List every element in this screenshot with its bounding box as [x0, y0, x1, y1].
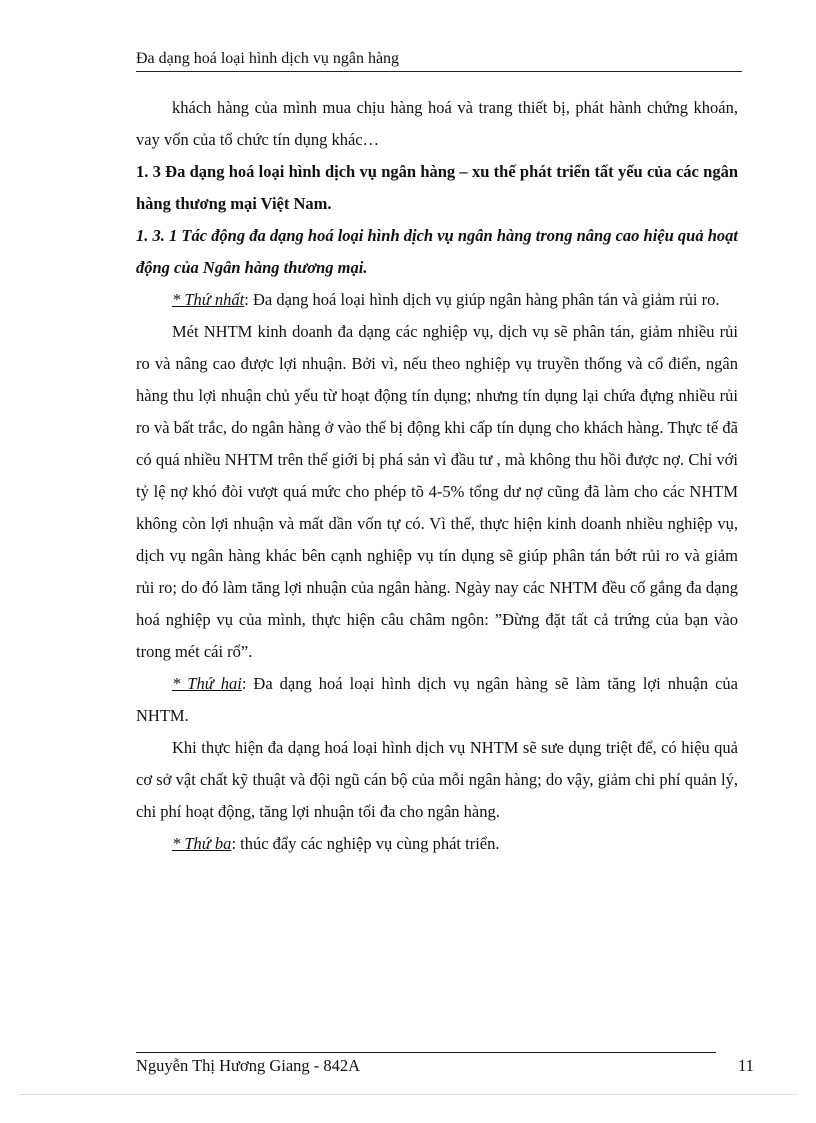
page-edge-divider — [20, 1094, 796, 1095]
footer-divider — [136, 1052, 716, 1053]
point-first-text: : Đa dạng hoá loại hình dịch vụ giúp ngân hàng phân tán và giảm rủi ro. — [244, 290, 720, 309]
point-third — [136, 828, 738, 860]
point-third-text: : thúc đẩy các nghiệp vụ cùng phát triển. — [231, 834, 500, 853]
point-second-text: : Đa dạng hoá loại hình dịch vụ ngân hàng sẽ làm tăng lợi nhuận của NHTM. — [136, 674, 738, 725]
page-header-title: Đa dạng hoá loại hình dịch vụ ngân hàng — [136, 47, 742, 72]
point-second — [136, 668, 738, 732]
paragraph-continuation: khách hàng của mình mua chịu hàng hoá và trang thiết bị, phát hành chứng khoán, vay vốn của tổ chức tín dụng khác… — [136, 98, 738, 149]
subsection-heading: 1. 3. 1 Tác động đa dạng hoá loại hình dịch vụ ngân hàng trong nâng cao hiệu quả hoạt động của Ngân hàng thương mại. — [136, 226, 738, 277]
document-body — [136, 92, 738, 860]
section-heading: 1. 3 Đa dạng hoá loại hình dịch vụ ngân hàng – xu thế phát triển tất yếu của các ngân hàng thương mại Việt Nam. — [136, 162, 738, 213]
page-number: 11 — [738, 1056, 754, 1075]
point-first — [136, 284, 738, 316]
paragraph-risk: Mét NHTM kinh doanh đa dạng các nghiệp vụ, dịch vụ sẽ phân tán, giảm nhiều rủi ro và nâng cao được lợi nhuận. Bởi vì, nếu theo nghiệp vụ truyền thống và cổ điển, ngân hàng thu lợi nhuận chủ yếu từ hoạt động tín dụng; nhưng tín dụng lại chứa đựng nhiều rủi ro và bất trắc, do ngân hàng ở vào thế bị động khi cấp tín dụng cho khách hàng. Thực tế đã có quá nhiều NHTM trên thế giới bị phá sản vì đầu tư , mà không thu hồi được nợ. Chỉ với tỷ lệ nợ khó đòi vượt quá mức cho phép tõ 4-5% tổng dư nợ cũng đã làm cho các NHTM không còn lợi nhuận và mất dần vốn tự có. Vì thế, thực hiện kinh doanh nhiều nghiệp vụ, dịch vụ ngân hàng khác bên cạnh nghiệp vụ tín dụng sẽ giúp phân tán bớt rủi ro và giảm rủi ro; do đó làm tăng lợi nhuận của ngân hàng. Ngày nay các NHTM đều cố gắng đa dạng hoá nghiệp vụ của mình, thực hiện câu châm ngôn: ”Đừng đặt tất cả trứng của bạn vào trong mét cái rổ”. — [136, 322, 738, 661]
point-first-label: * Thứ nhất — [172, 290, 245, 309]
point-third-label: * Thứ ba — [172, 834, 232, 853]
paragraph-profit: Khi thực hiện đa dạng hoá loại hình dịch vụ NHTM sẽ sưe dụng triệt để, có hiệu quả cơ sở vật chất kỹ thuật và đội ngũ cán bộ của mỗi ngân hàng; do vậy, giảm chi phí quản lý, chi phí hoạt động, tăng lợi nhuận tối đa cho ngân hàng. — [136, 738, 738, 821]
point-second-label: * Thứ hai — [172, 674, 242, 693]
footer-author: Nguyễn Thị Hương Giang - 842A — [136, 1056, 361, 1075]
